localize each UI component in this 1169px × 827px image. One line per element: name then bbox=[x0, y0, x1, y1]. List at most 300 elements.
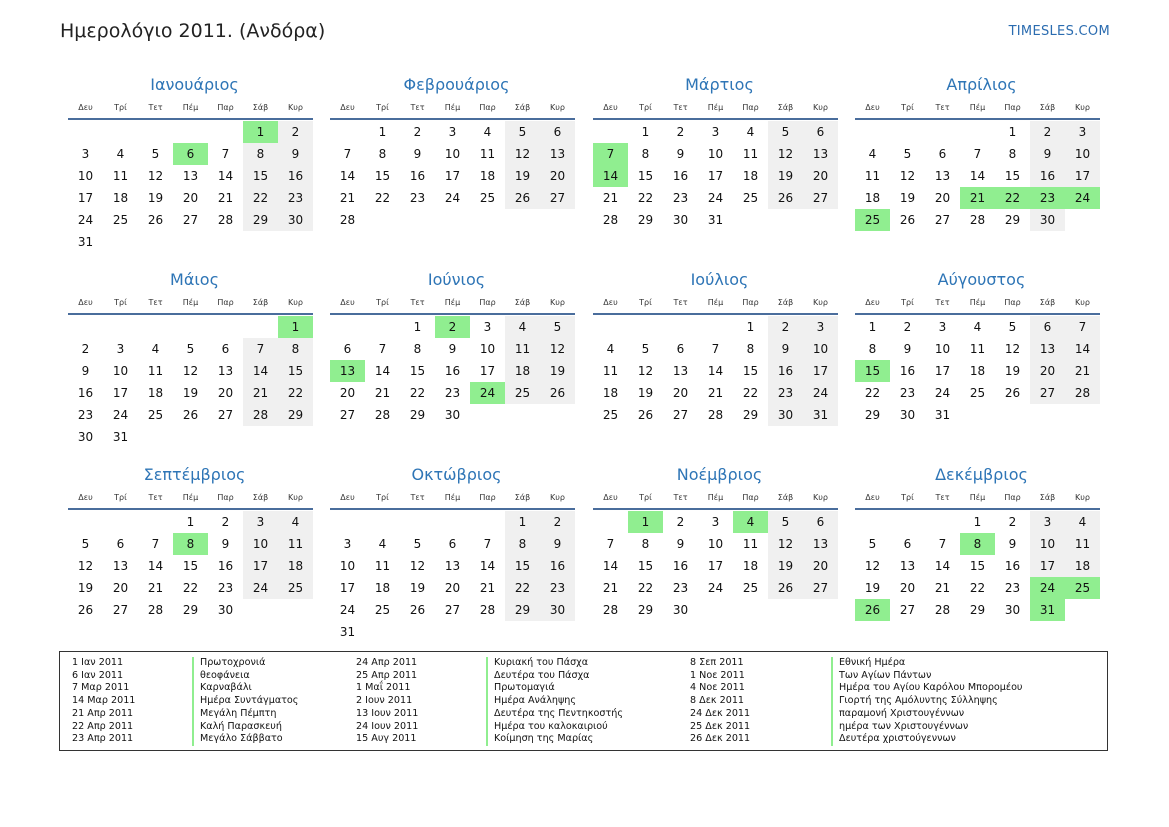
day-cell: 10 bbox=[803, 338, 838, 360]
day-cell: 12 bbox=[864, 559, 881, 573]
holiday-name: Κοίμηση της Μαρίας bbox=[494, 733, 594, 745]
month-name: Δεκέμβριος bbox=[935, 465, 1028, 484]
day-cell: 15 bbox=[637, 559, 654, 573]
holiday-day-cell: 22 bbox=[995, 187, 1030, 209]
holiday-date: 6 Ιαν 2011 bbox=[72, 669, 124, 681]
day-cell: 20 bbox=[339, 386, 356, 400]
day-cell: 7 bbox=[973, 147, 982, 161]
day-cell: 20 bbox=[182, 191, 199, 205]
day-cell: 6 bbox=[903, 537, 912, 551]
day-cell: 2 bbox=[278, 121, 313, 143]
day-cell: 9 bbox=[676, 537, 685, 551]
month-name: Απρίλιος bbox=[946, 75, 1017, 94]
day-cell: 10 bbox=[112, 364, 129, 378]
weekday-label: Πέμ bbox=[969, 493, 986, 502]
day-cell: 26 bbox=[409, 603, 426, 617]
weekday-label: Κυρ bbox=[1075, 298, 1090, 307]
day-cell: 28 bbox=[969, 213, 986, 227]
day-cell: 28 bbox=[374, 408, 391, 422]
holiday-dates-column bbox=[690, 657, 750, 746]
empty-cell bbox=[435, 511, 470, 533]
day-cell: 8 bbox=[505, 533, 540, 555]
day-cell: 11 bbox=[864, 169, 881, 183]
day-cell: 3 bbox=[448, 125, 457, 139]
weekday-label: Πέμ bbox=[444, 103, 461, 112]
site-link[interactable]: TIMESLES.COM bbox=[1008, 24, 1110, 39]
weekday-label: Παρ bbox=[742, 493, 759, 502]
day-cell: 3 bbox=[1030, 511, 1065, 533]
weekday-label: Τρί bbox=[901, 103, 914, 112]
day-cell: 30 bbox=[768, 404, 803, 426]
day-cell: 15 bbox=[505, 555, 540, 577]
day-cell: 31 bbox=[707, 213, 724, 227]
day-cell: 31 bbox=[77, 235, 94, 249]
day-cell: 2 bbox=[676, 515, 685, 529]
holiday-name: Πρωτοχρονιά bbox=[200, 657, 266, 668]
day-cell: 29 bbox=[505, 599, 540, 621]
day-cell: 20 bbox=[803, 555, 838, 577]
day-cell: 7 bbox=[606, 537, 615, 551]
holiday-day-cell: 8 bbox=[173, 533, 208, 555]
day-cell: 12 bbox=[540, 338, 575, 360]
holiday-name: Ημέρα Ανάληψης bbox=[494, 695, 577, 707]
day-cell: 10 bbox=[479, 342, 496, 356]
weekday-label: Τρί bbox=[639, 493, 652, 502]
day-cell: 3 bbox=[938, 320, 947, 334]
month-name: Φεβρουάριος bbox=[403, 75, 510, 94]
day-cell: 15 bbox=[374, 169, 391, 183]
day-cell: 25 bbox=[479, 191, 496, 205]
weekday-label: Τετ bbox=[673, 103, 688, 112]
day-cell: 11 bbox=[602, 364, 619, 378]
weekday-label: Σάβ bbox=[1039, 298, 1056, 307]
day-cell: 27 bbox=[1030, 382, 1065, 404]
day-cell: 16 bbox=[540, 555, 575, 577]
holiday-date: 4 Νοε 2011 bbox=[690, 682, 745, 694]
day-cell: 14 bbox=[707, 364, 724, 378]
day-cell: 28 bbox=[602, 603, 619, 617]
day-cell: 30 bbox=[444, 408, 461, 422]
day-cell: 20 bbox=[803, 165, 838, 187]
day-cell: 28 bbox=[934, 603, 951, 617]
holiday-name: Γιορτή της Αμόλυντης Σύλληψης bbox=[839, 695, 998, 707]
weekday-label: Δευ bbox=[603, 493, 618, 502]
day-cell: 14 bbox=[969, 169, 986, 183]
day-cell: 30 bbox=[1030, 209, 1065, 231]
day-cell: 29 bbox=[243, 209, 278, 231]
day-cell: 18 bbox=[742, 169, 759, 183]
day-cell: 5 bbox=[81, 537, 90, 551]
empty-cell bbox=[960, 121, 995, 143]
day-cell: 23 bbox=[540, 577, 575, 599]
day-grid bbox=[593, 316, 838, 426]
weekday-label: Τετ bbox=[148, 493, 163, 502]
month-calendar bbox=[855, 269, 1100, 426]
day-cell: 17 bbox=[444, 169, 461, 183]
day-cell: 6 bbox=[676, 342, 685, 356]
day-cell: 2 bbox=[221, 515, 230, 529]
day-cell: 14 bbox=[339, 169, 356, 183]
holiday-name: Των Αγίων Πάντων bbox=[839, 669, 932, 681]
weekday-label: Σάβ bbox=[252, 103, 269, 112]
weekday-label: Παρ bbox=[479, 493, 496, 502]
empty-cell bbox=[173, 316, 208, 338]
holiday-dates-column bbox=[72, 657, 135, 746]
weekday-label: Τετ bbox=[935, 493, 950, 502]
day-cell: 12 bbox=[182, 364, 199, 378]
day-cell: 24 bbox=[77, 213, 94, 227]
day-cell: 26 bbox=[768, 187, 803, 209]
day-cell: 10 bbox=[339, 559, 356, 573]
month-name: Οκτώβριος bbox=[411, 465, 502, 484]
day-cell: 11 bbox=[374, 559, 391, 573]
day-cell: 24 bbox=[803, 382, 838, 404]
day-cell: 20 bbox=[112, 581, 129, 595]
day-cell: 27 bbox=[444, 603, 461, 617]
empty-cell bbox=[138, 511, 173, 533]
day-cell: 26 bbox=[505, 187, 540, 209]
day-cell: 11 bbox=[112, 169, 129, 183]
weekday-label: Τρί bbox=[376, 298, 389, 307]
day-cell: 4 bbox=[505, 316, 540, 338]
day-cell: 5 bbox=[151, 147, 160, 161]
day-cell: 1 bbox=[505, 511, 540, 533]
day-cell: 31 bbox=[803, 404, 838, 426]
weekday-label: Τρί bbox=[114, 298, 127, 307]
weekday-label: Παρ bbox=[742, 298, 759, 307]
holiday-name: ημέρα των Χριστουγέννων bbox=[839, 720, 969, 732]
day-cell: 16 bbox=[1004, 559, 1021, 573]
day-cell: 1 bbox=[746, 320, 755, 334]
day-cell: 24 bbox=[707, 191, 724, 205]
day-cell: 9 bbox=[413, 147, 422, 161]
holiday-day-cell: 24 bbox=[470, 382, 505, 404]
day-cell: 12 bbox=[637, 364, 654, 378]
day-cell: 18 bbox=[742, 559, 759, 573]
day-cell: 20 bbox=[1030, 360, 1065, 382]
holiday-day-cell: 1 bbox=[243, 121, 278, 143]
day-cell: 8 bbox=[868, 342, 877, 356]
holiday-day-cell: 24 bbox=[1065, 187, 1100, 209]
weekday-label: Σάβ bbox=[777, 103, 794, 112]
day-cell: 9 bbox=[1008, 537, 1017, 551]
day-cell: 26 bbox=[182, 408, 199, 422]
day-cell: 24 bbox=[934, 386, 951, 400]
day-cell: 13 bbox=[217, 364, 234, 378]
day-cell: 21 bbox=[602, 191, 619, 205]
day-cell: 3 bbox=[343, 537, 352, 551]
day-cell: 23 bbox=[278, 187, 313, 209]
day-cell: 27 bbox=[112, 603, 129, 617]
holiday-day-cell: 15 bbox=[855, 360, 890, 382]
day-cell: 19 bbox=[182, 386, 199, 400]
day-cell: 25 bbox=[602, 408, 619, 422]
day-cell: 3 bbox=[81, 147, 90, 161]
day-cell: 4 bbox=[378, 537, 387, 551]
day-cell: 15 bbox=[278, 360, 313, 382]
weekday-label: Κυρ bbox=[813, 298, 828, 307]
day-cell: 29 bbox=[637, 603, 654, 617]
holiday-name: θεοφάνεια bbox=[200, 669, 250, 681]
day-cell: 30 bbox=[540, 599, 575, 621]
day-cell: 18 bbox=[602, 386, 619, 400]
day-cell: 3 bbox=[711, 125, 720, 139]
day-cell: 16 bbox=[77, 386, 94, 400]
weekday-label: Παρ bbox=[217, 493, 234, 502]
weekday-label: Κυρ bbox=[1075, 103, 1090, 112]
day-cell: 18 bbox=[374, 581, 391, 595]
day-cell: 21 bbox=[339, 191, 356, 205]
weekday-label: Τετ bbox=[935, 298, 950, 307]
weekday-header bbox=[68, 294, 313, 315]
day-cell: 18 bbox=[112, 191, 129, 205]
holiday-name: Ημέρα του Αγίου Καρόλου Μπορομέου bbox=[839, 682, 1023, 694]
day-cell: 14 bbox=[217, 169, 234, 183]
weekday-label: Κυρ bbox=[288, 298, 303, 307]
day-cell: 17 bbox=[1065, 165, 1100, 187]
weekday-label: Δευ bbox=[603, 103, 618, 112]
holiday-day-cell: 4 bbox=[733, 511, 768, 533]
weekday-label: Πέμ bbox=[969, 298, 986, 307]
day-cell: 21 bbox=[707, 386, 724, 400]
weekday-label: Τρί bbox=[376, 103, 389, 112]
day-cell: 13 bbox=[899, 559, 916, 573]
day-cell: 15 bbox=[1004, 169, 1021, 183]
day-cell: 7 bbox=[938, 537, 947, 551]
weekday-label: Σάβ bbox=[514, 493, 531, 502]
month-name: Σεπτέμβριος bbox=[143, 465, 246, 484]
weekday-label: Δευ bbox=[340, 298, 355, 307]
weekday-header bbox=[330, 294, 575, 315]
day-cell: 4 bbox=[868, 147, 877, 161]
weekday-label: Σάβ bbox=[252, 493, 269, 502]
holiday-list bbox=[59, 651, 1108, 751]
day-cell: 27 bbox=[339, 408, 356, 422]
day-cell: 5 bbox=[186, 342, 195, 356]
holiday-name: Πρωτομαγιά bbox=[494, 682, 555, 694]
day-cell: 22 bbox=[742, 386, 759, 400]
day-cell: 29 bbox=[864, 408, 881, 422]
empty-cell bbox=[330, 511, 365, 533]
holiday-date: 25 Δεκ 2011 bbox=[690, 720, 751, 732]
holiday-date: 26 Δεκ 2011 bbox=[690, 733, 751, 745]
day-cell: 5 bbox=[868, 537, 877, 551]
day-cell: 6 bbox=[221, 342, 230, 356]
weekday-label: Πέμ bbox=[707, 103, 724, 112]
empty-cell bbox=[208, 121, 243, 143]
day-cell: 2 bbox=[676, 125, 685, 139]
holiday-names-column bbox=[192, 657, 298, 746]
holiday-names-column bbox=[486, 657, 623, 746]
day-cell: 16 bbox=[672, 559, 689, 573]
weekday-label: Παρ bbox=[217, 298, 234, 307]
day-cell: 6 bbox=[448, 537, 457, 551]
day-cell: 1 bbox=[186, 515, 195, 529]
day-cell: 14 bbox=[147, 559, 164, 573]
day-cell: 4 bbox=[151, 342, 160, 356]
day-cell: 21 bbox=[934, 581, 951, 595]
day-cell: 31 bbox=[339, 625, 356, 639]
weekday-label: Παρ bbox=[217, 103, 234, 112]
day-cell: 30 bbox=[1004, 603, 1021, 617]
holiday-day-cell: 26 bbox=[855, 599, 890, 621]
day-cell: 12 bbox=[409, 559, 426, 573]
day-cell: 26 bbox=[768, 577, 803, 599]
day-cell: 23 bbox=[1004, 581, 1021, 595]
month-name: Ιούνιος bbox=[427, 270, 486, 289]
day-cell: 19 bbox=[864, 581, 881, 595]
holiday-day-cell: 23 bbox=[1030, 187, 1065, 209]
day-cell: 6 bbox=[540, 121, 575, 143]
day-cell: 12 bbox=[768, 143, 803, 165]
empty-cell bbox=[68, 121, 103, 143]
day-cell: 8 bbox=[746, 342, 755, 356]
day-cell: 29 bbox=[742, 408, 759, 422]
day-cell: 6 bbox=[938, 147, 947, 161]
holiday-date: 23 Απρ 2011 bbox=[72, 733, 134, 745]
weekday-label: Πέμ bbox=[182, 103, 199, 112]
day-cell: 22 bbox=[243, 187, 278, 209]
day-cell: 22 bbox=[182, 581, 199, 595]
holiday-name: Δευτέρα του Πάσχα bbox=[494, 669, 590, 681]
day-cell: 4 bbox=[116, 147, 125, 161]
day-grid bbox=[855, 511, 1100, 621]
day-cell: 25 bbox=[969, 386, 986, 400]
holiday-name: Καλή Παρασκευή bbox=[200, 720, 282, 732]
day-cell: 24 bbox=[339, 603, 356, 617]
weekday-label: Παρ bbox=[1004, 298, 1021, 307]
day-cell: 19 bbox=[899, 191, 916, 205]
empty-cell bbox=[173, 121, 208, 143]
day-grid bbox=[593, 511, 838, 621]
holiday-date: 21 Απρ 2011 bbox=[72, 707, 134, 719]
day-cell: 1 bbox=[973, 515, 982, 529]
weekday-label: Δευ bbox=[865, 103, 880, 112]
month-calendar bbox=[68, 74, 313, 253]
day-cell: 17 bbox=[707, 559, 724, 573]
weekday-label: Σάβ bbox=[1039, 493, 1056, 502]
day-cell: 17 bbox=[479, 364, 496, 378]
day-cell: 18 bbox=[479, 169, 496, 183]
day-cell: 22 bbox=[864, 386, 881, 400]
month-calendar bbox=[330, 269, 575, 426]
day-cell: 28 bbox=[243, 404, 278, 426]
day-cell: 8 bbox=[243, 143, 278, 165]
day-cell: 9 bbox=[768, 338, 803, 360]
holiday-date: 8 Σεπ 2011 bbox=[690, 657, 744, 668]
day-cell: 18 bbox=[969, 364, 986, 378]
day-cell: 25 bbox=[505, 382, 540, 404]
weekday-label: Κυρ bbox=[813, 493, 828, 502]
month-name: Μάρτιος bbox=[685, 75, 754, 94]
month-calendar bbox=[593, 74, 838, 231]
holiday-date: 15 Αυγ 2011 bbox=[356, 733, 417, 745]
day-cell: 5 bbox=[505, 121, 540, 143]
day-cell: 19 bbox=[505, 165, 540, 187]
day-cell: 30 bbox=[217, 603, 234, 617]
empty-cell bbox=[400, 511, 435, 533]
day-cell: 2 bbox=[413, 125, 422, 139]
weekday-header bbox=[855, 489, 1100, 510]
day-cell: 16 bbox=[672, 169, 689, 183]
holiday-day-cell: 1 bbox=[278, 316, 313, 338]
day-cell: 20 bbox=[934, 191, 951, 205]
day-cell: 22 bbox=[637, 191, 654, 205]
holiday-day-cell: 31 bbox=[1030, 599, 1065, 621]
day-cell: 10 bbox=[707, 537, 724, 551]
holiday-date: 2 Ιουν 2011 bbox=[356, 695, 413, 707]
day-cell: 10 bbox=[707, 147, 724, 161]
day-cell: 23 bbox=[672, 581, 689, 595]
weekday-label: Σάβ bbox=[777, 298, 794, 307]
day-cell: 19 bbox=[540, 360, 575, 382]
day-cell: 2 bbox=[81, 342, 90, 356]
day-cell: 23 bbox=[444, 386, 461, 400]
day-cell: 24 bbox=[444, 191, 461, 205]
day-cell: 25 bbox=[147, 408, 164, 422]
day-cell: 23 bbox=[899, 386, 916, 400]
weekday-label: Δευ bbox=[340, 493, 355, 502]
day-cell: 21 bbox=[374, 386, 391, 400]
day-cell: 27 bbox=[934, 213, 951, 227]
month-calendar bbox=[330, 74, 575, 231]
weekday-label: Κυρ bbox=[1075, 493, 1090, 502]
weekday-label: Πέμ bbox=[444, 493, 461, 502]
weekday-label: Τρί bbox=[114, 493, 127, 502]
day-cell: 23 bbox=[672, 191, 689, 205]
day-cell: 23 bbox=[77, 408, 94, 422]
day-cell: 22 bbox=[409, 386, 426, 400]
weekday-label: Σάβ bbox=[777, 493, 794, 502]
empty-cell bbox=[925, 511, 960, 533]
day-cell: 10 bbox=[1030, 533, 1065, 555]
month-calendar bbox=[855, 74, 1100, 231]
weekday-label: Κυρ bbox=[550, 298, 565, 307]
day-cell: 5 bbox=[540, 316, 575, 338]
month-name: Αύγουστος bbox=[937, 270, 1026, 289]
day-cell: 29 bbox=[409, 408, 426, 422]
day-cell: 20 bbox=[899, 581, 916, 595]
weekday-label: Κυρ bbox=[288, 103, 303, 112]
day-cell: 9 bbox=[278, 143, 313, 165]
holiday-day-cell: 13 bbox=[330, 360, 365, 382]
weekday-label: Σάβ bbox=[514, 103, 531, 112]
weekday-label: Κυρ bbox=[550, 103, 565, 112]
holiday-day-cell: 2 bbox=[435, 316, 470, 338]
day-cell: 30 bbox=[672, 603, 689, 617]
day-cell: 6 bbox=[116, 537, 125, 551]
day-cell: 12 bbox=[505, 143, 540, 165]
weekday-label: Τρί bbox=[114, 103, 127, 112]
day-cell: 16 bbox=[409, 169, 426, 183]
day-grid bbox=[855, 316, 1100, 426]
day-cell: 28 bbox=[707, 408, 724, 422]
day-cell: 17 bbox=[803, 360, 838, 382]
day-cell: 27 bbox=[217, 408, 234, 422]
day-cell: 27 bbox=[803, 577, 838, 599]
day-cell: 16 bbox=[278, 165, 313, 187]
day-cell: 26 bbox=[77, 603, 94, 617]
holiday-dates-column bbox=[356, 657, 418, 746]
day-cell: 30 bbox=[672, 213, 689, 227]
holiday-day-cell: 24 bbox=[1030, 577, 1065, 599]
day-cell: 20 bbox=[540, 165, 575, 187]
holiday-date: 24 Ιουν 2011 bbox=[356, 720, 419, 732]
holiday-date: 8 Δεκ 2011 bbox=[690, 695, 745, 707]
day-cell: 30 bbox=[77, 430, 94, 444]
day-cell: 9 bbox=[448, 342, 457, 356]
day-cell: 5 bbox=[768, 511, 803, 533]
